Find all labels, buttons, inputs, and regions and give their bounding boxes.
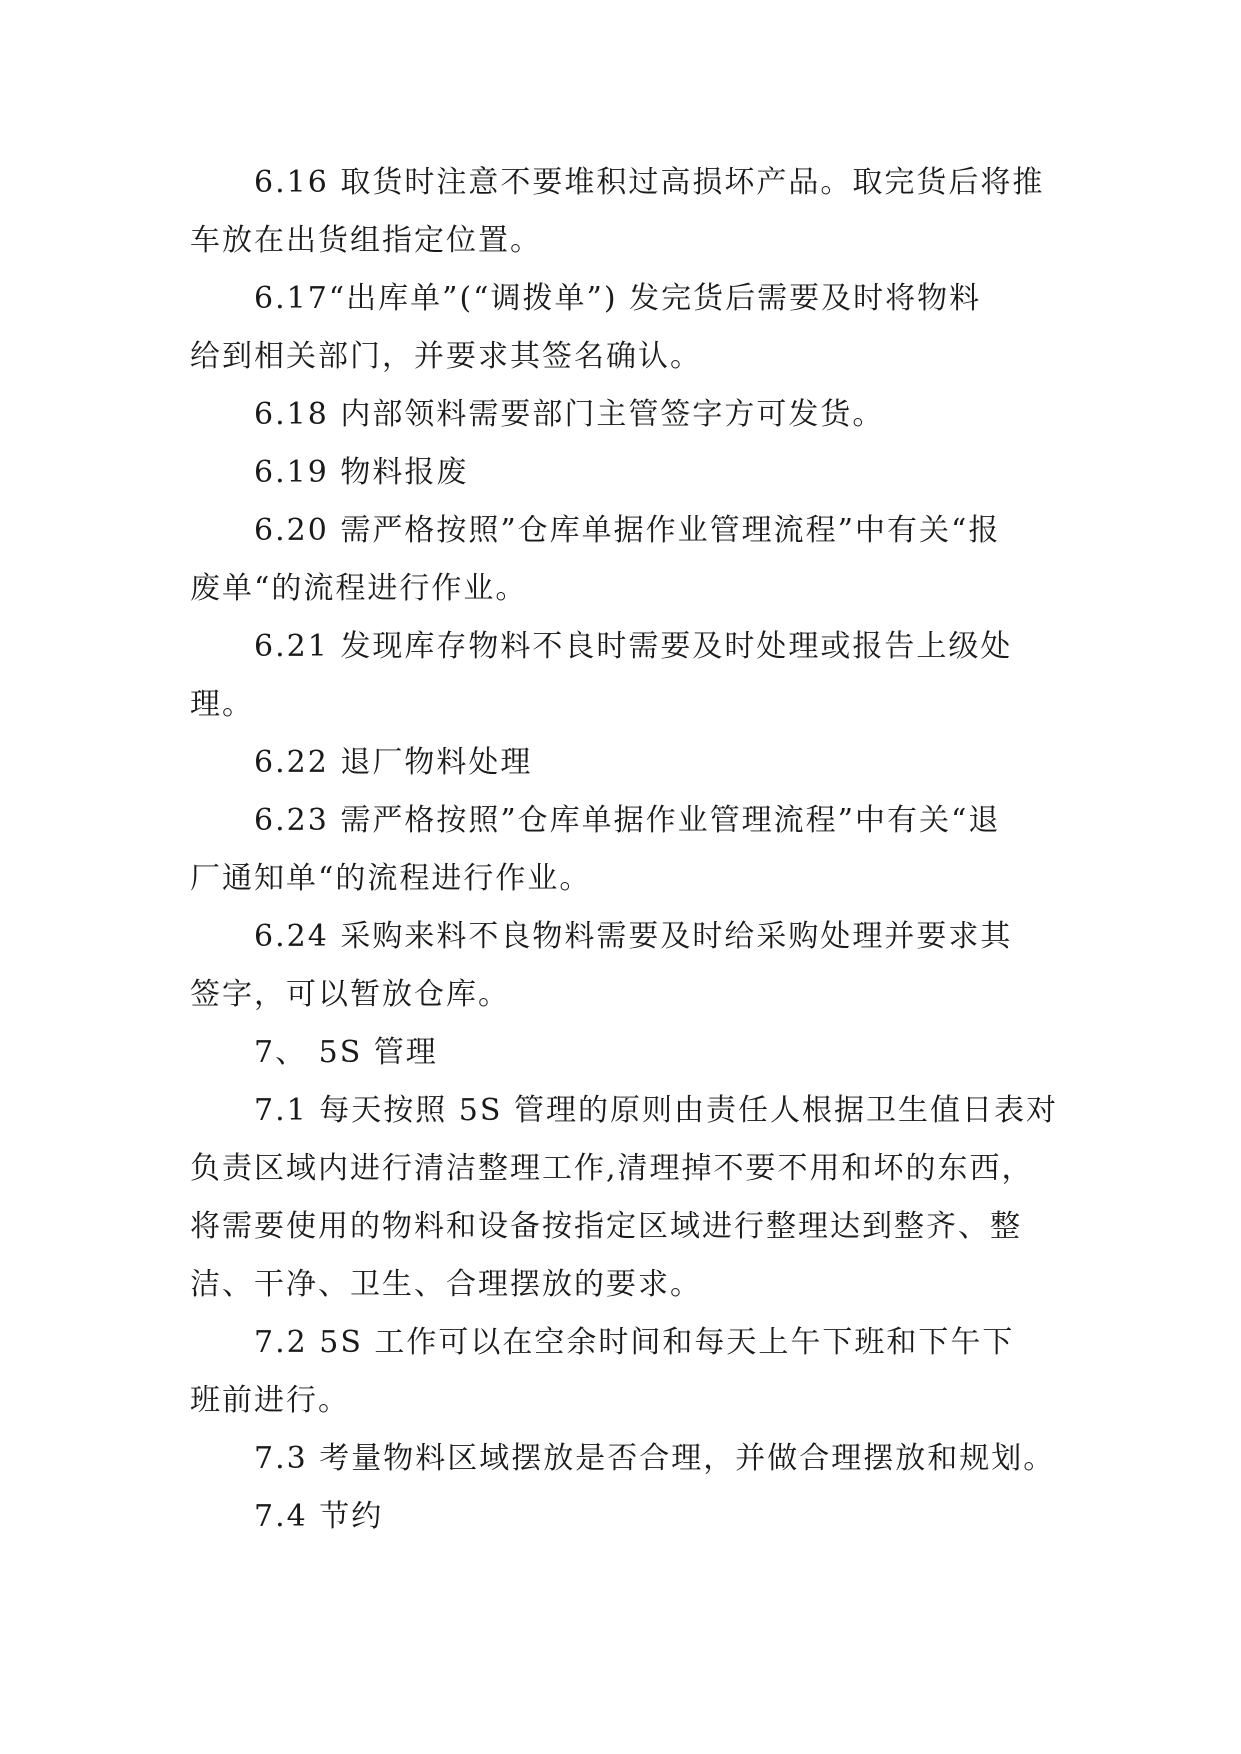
paragraph-7-3: 7.3 考量物料区域摆放是否合理，并做合理摆放和规划。: [254, 1441, 1056, 1476]
paragraph-7-2-line-1: 7.2 5S 工作可以在空余时间和每天上午下班和下午下: [254, 1325, 1015, 1360]
paragraph-6-23-line-1: 6.23 需严格按照”仓库单据作业管理流程”中有关“退: [254, 803, 1001, 838]
paragraph-6-16-line-1: 6.16 取货时注意不要堆积过高损坏产品。取完货后将推: [254, 165, 1045, 200]
paragraph-6-16-line-2: 车放在出货组指定位置。: [190, 223, 542, 258]
paragraph-6-24-line-2: 签字，可以暂放仓库。: [190, 977, 510, 1012]
paragraph-7-1-line-4: 洁、干净、卫生、合理摆放的要求。: [190, 1267, 702, 1302]
paragraph-6-18: 6.18 内部领料需要部门主管签字方可发货。: [254, 397, 885, 432]
heading-7-4: 7.4 节约: [254, 1499, 384, 1534]
paragraph-7-2-line-2: 班前进行。: [190, 1383, 350, 1418]
paragraph-7-1-line-1: 7.1 每天按照 5S 管理的原则由责任人根据卫生值日表对: [254, 1093, 1058, 1128]
heading-6-22: 6.22 退厂物料处理: [254, 745, 533, 780]
paragraph-6-21-line-2: 理。: [190, 687, 254, 722]
paragraph-6-23-line-2: 厂通知单“的流程进行作业。: [190, 861, 592, 896]
paragraph-6-24-line-1: 6.24 采购来料不良物料需要及时给采购处理并要求其: [254, 919, 1013, 954]
paragraph-6-17-line-1: 6.17“出库单”(“调拨单”) 发完货后需要及时将物料: [254, 281, 982, 316]
paragraph-6-21-line-1: 6.21 发现库存物料不良时需要及时处理或报告上级处: [254, 629, 1013, 664]
paragraph-6-17-line-2: 给到相关部门，并要求其签名确认。: [190, 339, 702, 374]
heading-7-5s: 7、 5S 管理: [254, 1035, 438, 1070]
paragraph-7-1-line-2: 负责区域内进行清洁整理工作,清理掉不要不用和坏的东西，: [190, 1151, 1034, 1186]
paragraph-6-20-line-2: 废单“的流程进行作业。: [190, 571, 528, 606]
heading-6-19: 6.19 物料报废: [254, 455, 469, 490]
paragraph-6-20-line-1: 6.20 需严格按照”仓库单据作业管理流程”中有关“报: [254, 513, 1001, 548]
paragraph-7-1-line-3: 将需要使用的物料和设备按指定区域进行整理达到整齐、整: [190, 1209, 1022, 1244]
